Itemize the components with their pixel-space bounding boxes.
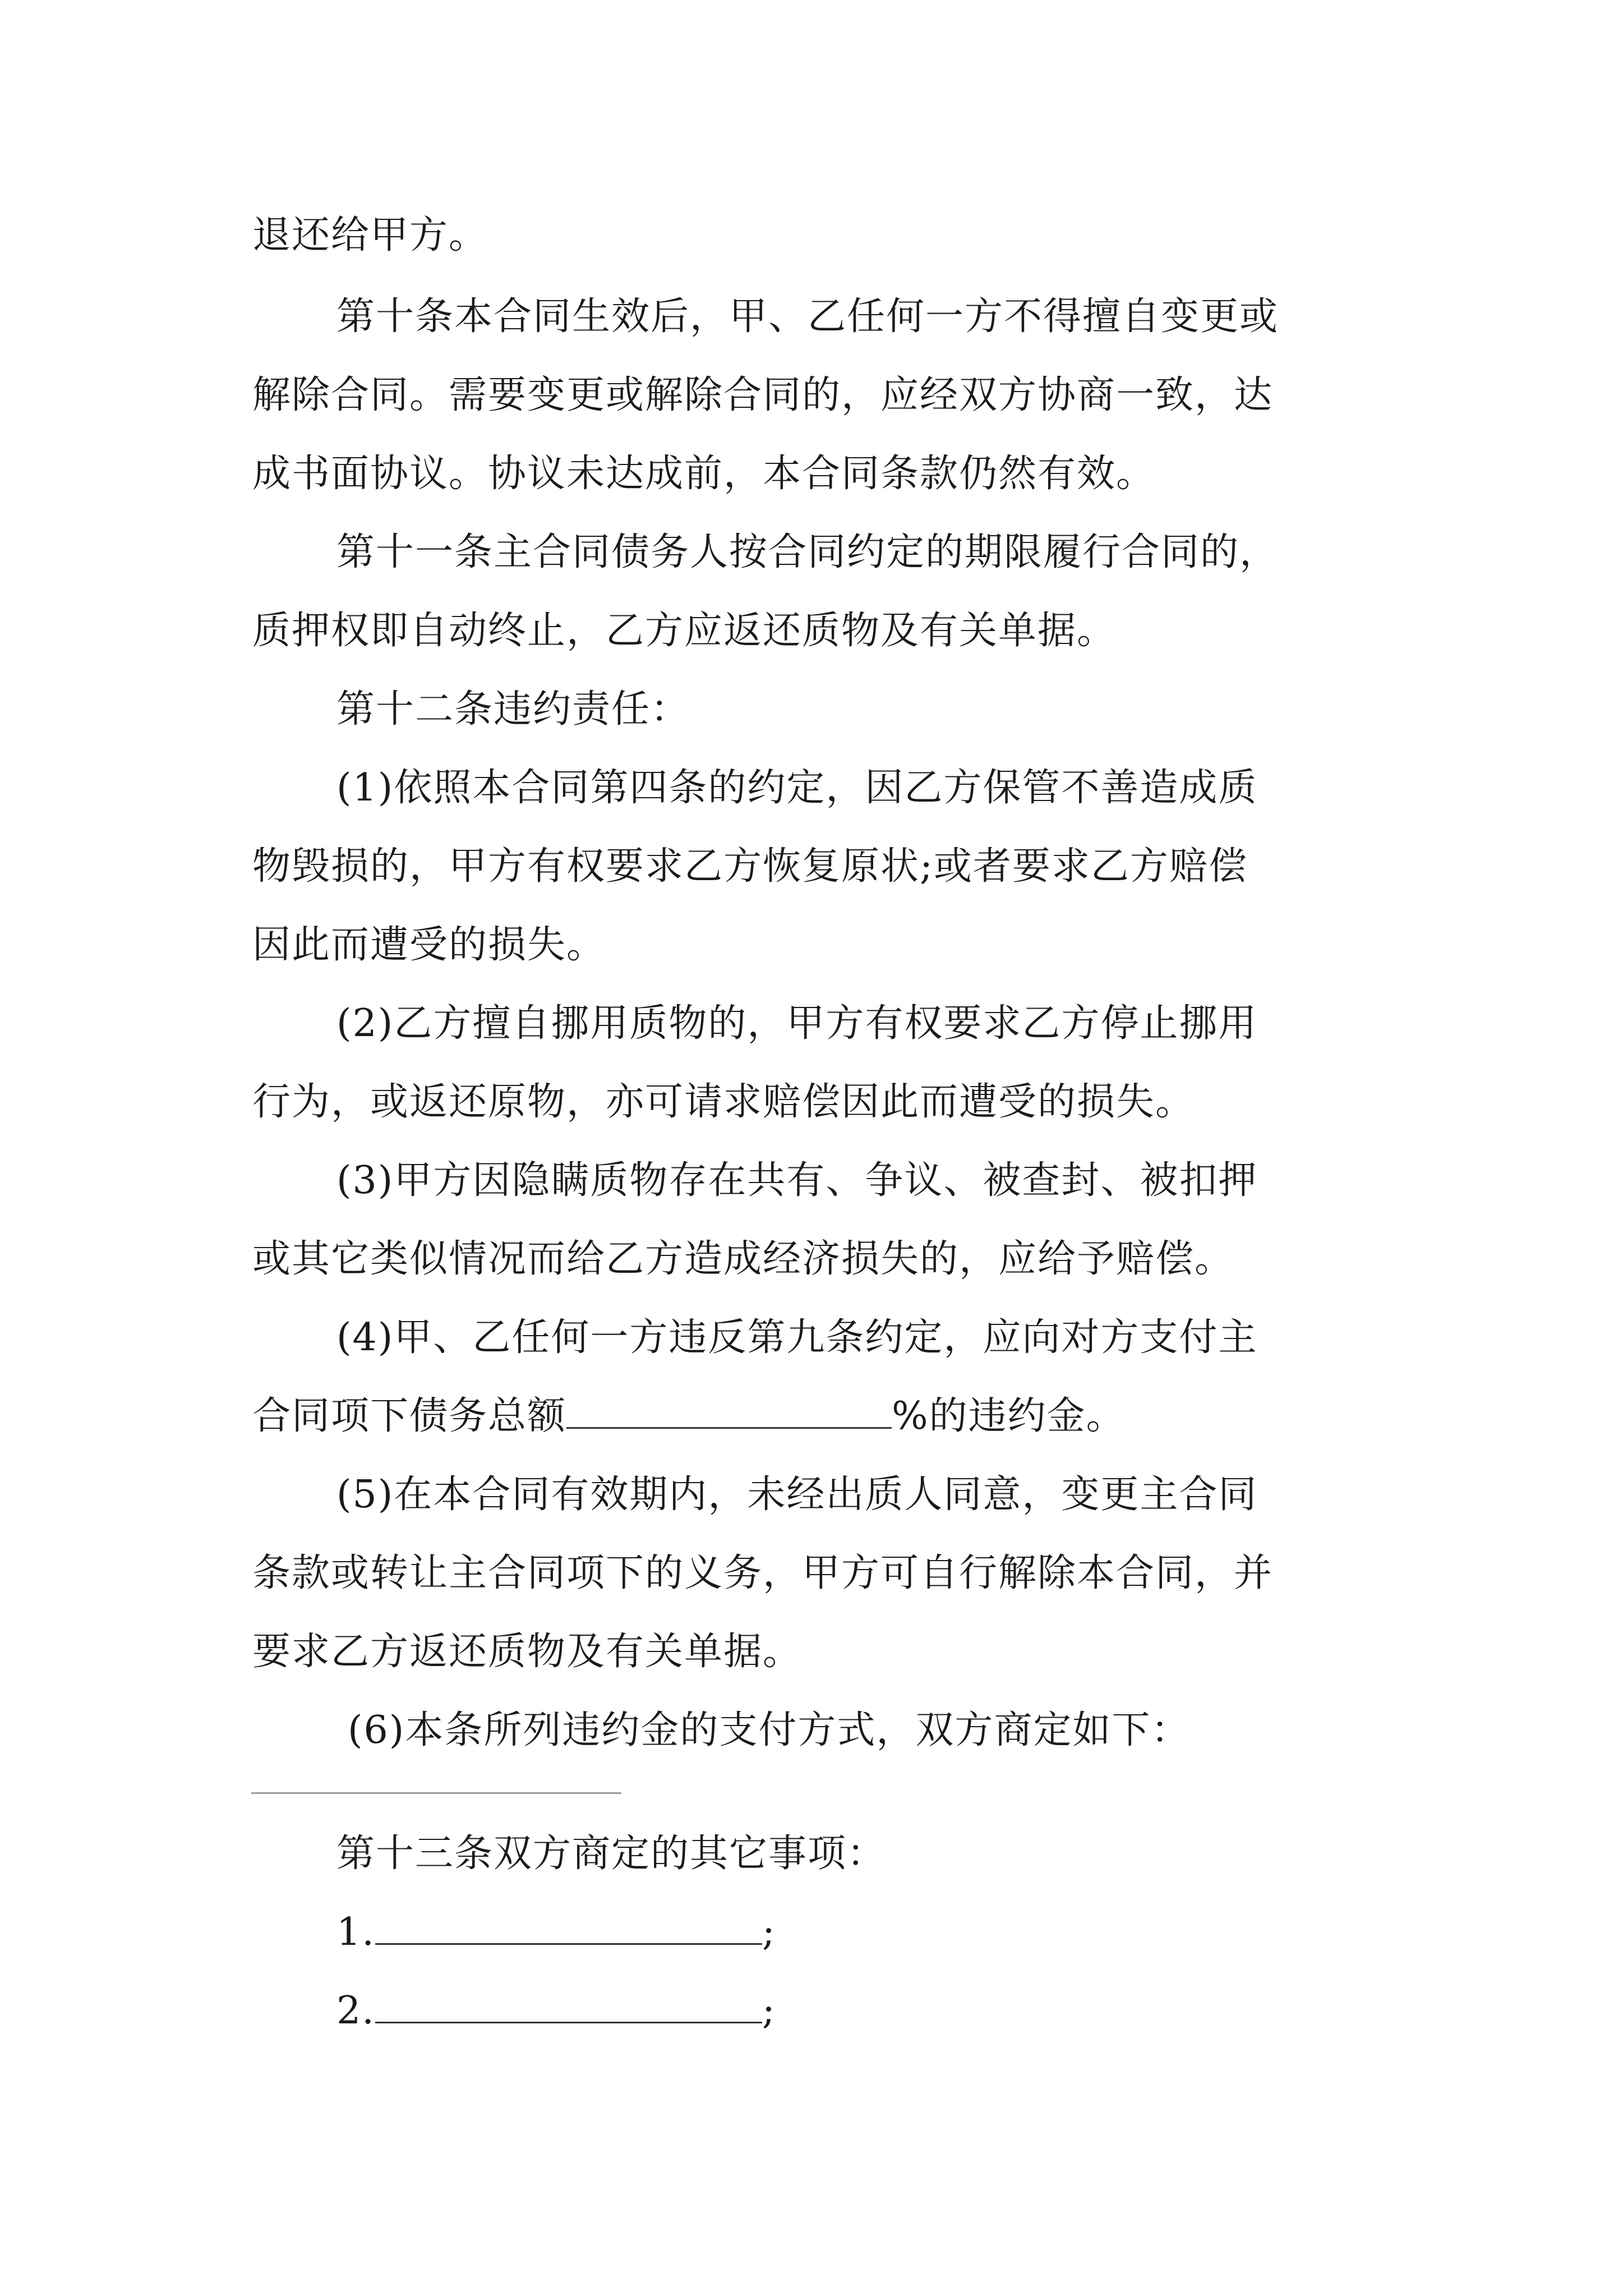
text-line: (5)在本合同有效期内，未经出质人同意，变更主合同	[336, 1473, 1258, 1517]
item-end: ;	[762, 1989, 776, 2033]
section-heading: 第十二条违约责任：	[336, 687, 690, 731]
text-line: 要求乙方返还质物及有关单据。	[252, 1630, 803, 1674]
text-line: 行为，或返还原物，亦可请求赔偿因此而遭受的损失。	[252, 1080, 1195, 1124]
text-line: (3)甲方因隐瞒质物存在共有、争议、被查封、被扣押	[336, 1158, 1258, 1203]
item-1	[336, 1904, 776, 1961]
text-line: 或其它类似情况而给乙方造成经济损失的，应给予赔偿。	[252, 1237, 1234, 1281]
penalty-blank[interactable]	[566, 1395, 892, 1429]
text-line: (6)本条所列违约金的支付方式，双方商定如下：	[348, 1708, 1191, 1752]
text-line: 物毁损的，甲方有权要求乙方恢复原状;或者要求乙方赔偿	[252, 844, 1248, 889]
text-line: 条款或转让主合同项下的义务，甲方可自行解除本合同，并	[252, 1551, 1274, 1595]
text-line: 因此而遭受的损失。	[252, 923, 606, 967]
item-number: 2.	[336, 1989, 375, 2033]
item-blank[interactable]	[375, 1989, 762, 2023]
section-heading: 第十三条双方商定的其它事项：	[336, 1832, 887, 1876]
item-number: 1.	[336, 1910, 375, 1954]
fill-in-blank-rule[interactable]	[251, 1792, 621, 1794]
text-line: 第十一条主合同债务人按合同约定的期限履行合同的，	[336, 530, 1279, 574]
text-line: 退还给甲方。	[252, 213, 488, 257]
item-blank[interactable]	[375, 1911, 762, 1945]
text-line: (2)乙方擅自挪用质物的，甲方有权要求乙方停止挪用	[336, 1001, 1258, 1046]
penalty-prefix: 合同项下债务总额	[252, 1394, 567, 1438]
text-line: (1)依照本合同第四条的约定，因乙方保管不善造成质	[336, 766, 1258, 810]
text-line: 质押权即自动终止，乙方应返还质物及有关单据。	[252, 609, 1117, 653]
item-2	[336, 1983, 776, 2039]
text-line: 解除合同。需要变更或解除合同的，应经双方协商一致，达	[252, 373, 1274, 417]
text-line: 第十条本合同生效后，甲、乙任何一方不得擅自变更或	[336, 295, 1279, 339]
item-end: ;	[762, 1910, 776, 1954]
text-line: 成书面协议。协议未达成前，本合同条款仍然有效。	[252, 452, 1156, 496]
penalty-suffix: %的违约金。	[892, 1394, 1126, 1438]
penalty-line	[252, 1388, 1126, 1444]
text-line: (4)甲、乙任何一方违反第九条约定，应向对方支付主	[336, 1315, 1258, 1360]
